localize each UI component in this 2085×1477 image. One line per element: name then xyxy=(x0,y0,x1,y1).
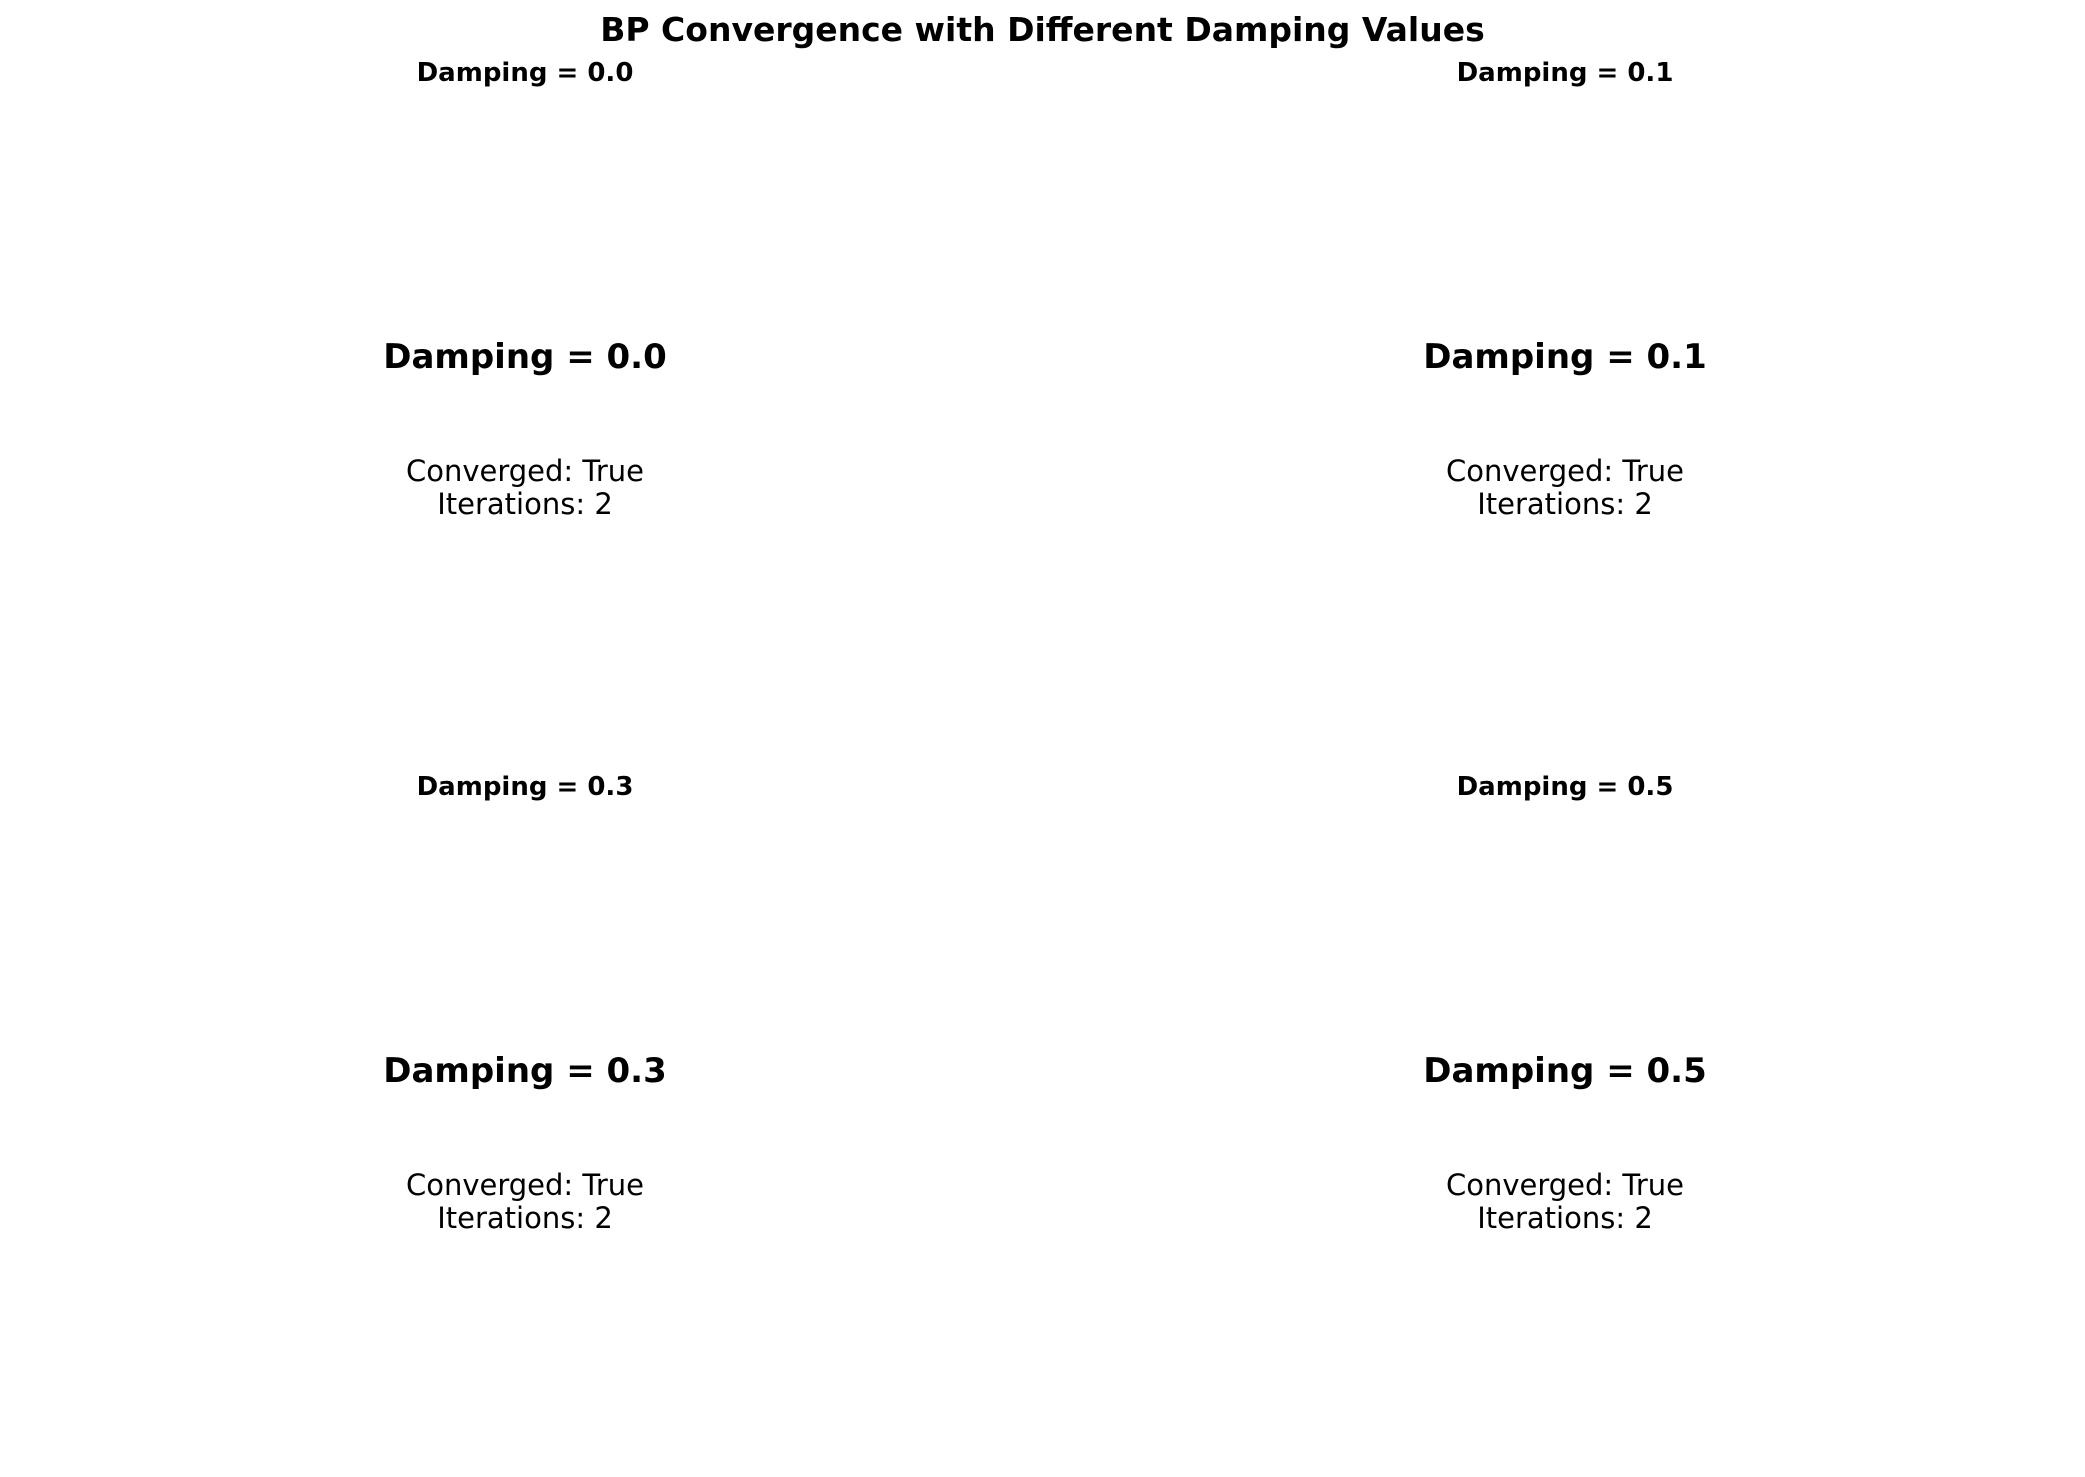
damping-heading: Damping = 0.3 xyxy=(383,1051,667,1091)
damping-heading: Damping = 0.1 xyxy=(1423,337,1707,377)
status-text xyxy=(1065,1169,2065,1235)
iterations-label: Iterations: 2 xyxy=(1477,487,1653,521)
subplot-title: Damping = 0.0 xyxy=(416,58,634,88)
iterations-label: Iterations: 2 xyxy=(437,1201,613,1235)
subplot-damping-0-3 xyxy=(25,768,1025,1468)
subplot-damping-0-5 xyxy=(1065,768,2065,1468)
damping-heading: Damping = 0.0 xyxy=(383,337,667,377)
subplot-title: Damping = 0.5 xyxy=(1456,772,1674,802)
converged-label: Converged: True xyxy=(1445,1168,1685,1202)
converged-label: Converged: True xyxy=(1445,454,1685,488)
damping-heading: Damping = 0.5 xyxy=(1423,1051,1707,1091)
figure-title: BP Convergence with Different Damping Values xyxy=(600,10,1485,49)
status-text xyxy=(25,455,1025,521)
iterations-label: Iterations: 2 xyxy=(1477,1201,1653,1235)
converged-label: Converged: True xyxy=(405,1168,645,1202)
subplot-title: Damping = 0.1 xyxy=(1456,58,1674,88)
subplot-damping-0-1 xyxy=(1065,54,2065,754)
status-text xyxy=(1065,455,2065,521)
subplot-title: Damping = 0.3 xyxy=(416,772,634,802)
subplot-damping-0-0 xyxy=(25,54,1025,754)
iterations-label: Iterations: 2 xyxy=(437,487,613,521)
status-text xyxy=(25,1169,1025,1235)
converged-label: Converged: True xyxy=(405,454,645,488)
